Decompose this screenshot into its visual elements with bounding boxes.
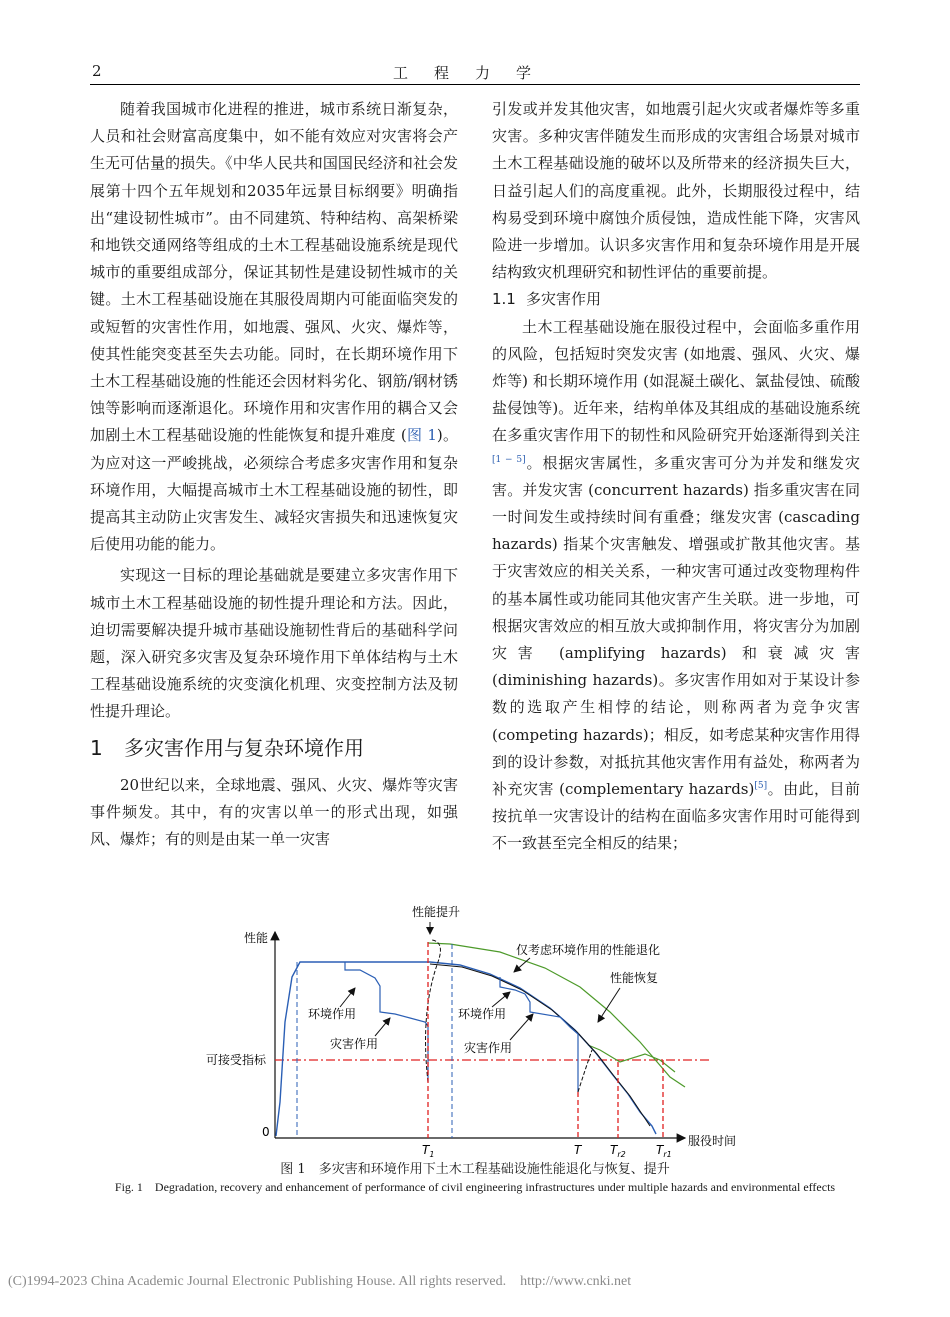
tick-Tr1: $T_{r1}$ <box>656 1143 672 1159</box>
section-heading <box>90 733 458 763</box>
subsection-title: 多灾害作用 <box>526 290 602 309</box>
performance-curve-dark <box>430 964 650 1126</box>
label-haz-2: 灾害作用 <box>464 1041 513 1055</box>
label-env-1: 环境作用 <box>308 1007 357 1021</box>
right-column <box>492 96 860 858</box>
performance-diagram <box>200 902 760 1160</box>
paragraph-continued: 引发或并发其他灾害，如地震引起火灾或者爆炸等多重灾害。多种灾害伴随发生而形成的灾害组合场景对城市土木工程基础设施的破坏以及所带来的经济损失巨大，日益引起人们的高度重视。此外，长期服役过程中，结构易受到环境中腐蚀介质侵蚀，造成性能下降，灾害风险进一步增加。认识多灾害作用和复杂环境作用是开展结构致灾机理研究和韧性评估的重要前提。 <box>492 100 860 282</box>
recovery-dash <box>578 1050 592 1092</box>
section-title: 多灾害作用与复杂环境作用 <box>124 735 364 760</box>
paragraph-goal: 实现这一目标的理论基础就是要建立多灾害作用下城市土木工程基础设施的韧性提升理论和方法。因此，迫切需要解决提升城市基础设施韧性背后的基础科学问题，深入研究多灾害及复杂环境作用下单体结构与土木工程基础设施系统的灾变演化机理、灾变控制方法及韧性提升理论。 <box>90 566 458 721</box>
figure-caption-cn: 图 1 多灾害和环境作用下土木工程基础设施性能退化与恢复、提升 <box>280 1162 670 1177</box>
journal-title: 工程力学 <box>392 64 557 82</box>
section-number: 1 <box>90 735 103 760</box>
threshold-label: 可接受指标 <box>206 1053 267 1067</box>
arrow-haz-2 <box>510 1014 533 1040</box>
tick-T1: $T_1$ <box>422 1143 435 1159</box>
copyright-footer: (C)1994-2023 China Academic Journal Electronic Publishing House. All rights reserved. http://www.cnki.net <box>8 1274 632 1289</box>
figure-caption-en: Fig. 1 Degradation, recovery and enhancement of performance of civil engineering infrastructures under multiple hazards and environmental effects <box>114 1180 836 1194</box>
page-number: 2 <box>92 62 102 80</box>
paragraph-section: 20世纪以来，全球地震、强风、火灾、爆炸等灾害事件频发。其中，有的灾害以单一的形式出现，如强风、爆炸；有的则是由某一单一灾害 <box>90 775 458 849</box>
label-haz-1: 灾害作用 <box>330 1037 379 1051</box>
hazard-drop-2 <box>500 977 578 1092</box>
arrow-haz-1 <box>375 1018 390 1036</box>
origin-label: 0 <box>262 1125 270 1139</box>
subsection-heading <box>492 286 860 313</box>
label-env-only: 仅考虑环境作用的性能退化 <box>516 943 661 957</box>
figure-1 <box>200 902 760 1160</box>
label-recovery: 性能恢复 <box>610 971 659 985</box>
label-env-2: 环境作用 <box>458 1007 507 1021</box>
reference-link[interactable]: [1 − 5] <box>492 454 526 465</box>
paragraph-intro: 随着我国城市化进程的推进，城市系统日渐复杂，人员和社会财富高度集中，如不能有效应对灾害将会产生无可估量的损失。《中华人民共和国国民经济和社会发展第十四个五年规划和2035年远景目标纲要》明确指出“建设韧性城市”。由不同建筑、特种结构、高架桥梁和地铁交通网络等组成的土木工程基础设施系统是现代城市的重要组成部分，保证其韧性是建设韧性城市的关键。土木工程基础设施在其服役周期内可能面临突发的或短暂的灾害性作用，如地震、强风、火灾、爆炸等，使其性能突变甚至失去功能。同时，在长期环境作用下土木工程基础设施的性能还会因材料劣化、钢筋/钢材锈蚀等影响而逐渐退化。环境作用和灾害作用的耦合又会加剧土木工程基础设施的性能恢复和提升难度 (图 1)。为应对这一严峻挑战，必须综合考虑多灾害作用和复杂环境作用，大幅提高城市土木工程基础设施的韧性，即提高其主动防止灾害发生、减轻灾害损失和迅速恢复灾后使用功能的能力。 <box>90 100 459 554</box>
label-enhance: 性能提升 <box>412 905 461 919</box>
paragraph-multi-hazard: 土木工程基础设施在服役过程中，会面临多重作用的风险，包括短时突发灾害 (如地震、强风、火灾、爆炸等) 和长期环境作用 (如混凝土碳化、氯盐侵蚀、硫酸盐侵蚀等)。近年来，结构单体及其组成的基础设施系统在多重灾害作用下的韧性和风险研究开始逐渐得到关注[1 − 5]。根据灾害属性，多重灾害可分为并发和继发灾害。并发灾害 (concurrent hazards) 指多重灾害在同一时间发生或持续时间有重叠；继发灾害 (cascading hazards) 指某个灾害触发、增强或扩散其他灾害。基于灾害效应的相关关系，一种灾害可通过改变物理构件的基本属性或功能同其他灾害产生关联。进一步地，可根据灾害效应的相互放大或抑制作用，将灾害分为加剧灾害 (amplifying hazards) 和衰减灾害 (diminishing hazards)。多灾害作用如对于某设计参数的选取产生相悖的结论，则称两者为竞争灾害 (competing hazards)；相反，如考虑某种灾害作用得到的设计参数，对抵抗其他灾害作用有益处，称两者为补充灾害 (complementary hazards)[5]。由此，目前按抗单一灾害设计的结构在面临多灾害作用时可能得到不一致甚至完全相反的结果； <box>492 317 860 853</box>
tick-T: T <box>574 1143 582 1157</box>
figure-link[interactable]: 图 1 <box>406 426 437 445</box>
y-axis-label: 性能 <box>244 931 269 945</box>
arrow-env-2 <box>492 992 510 1007</box>
left-column <box>90 96 458 853</box>
x-axis-label: 服役时间 <box>688 1134 737 1148</box>
arrow-env-1 <box>340 988 355 1007</box>
tick-Tr2: $T_{r2}$ <box>610 1143 626 1159</box>
page-header <box>90 62 860 85</box>
reference-link[interactable]: [5] <box>754 781 768 792</box>
subsection-number: 1.1 <box>492 290 516 309</box>
